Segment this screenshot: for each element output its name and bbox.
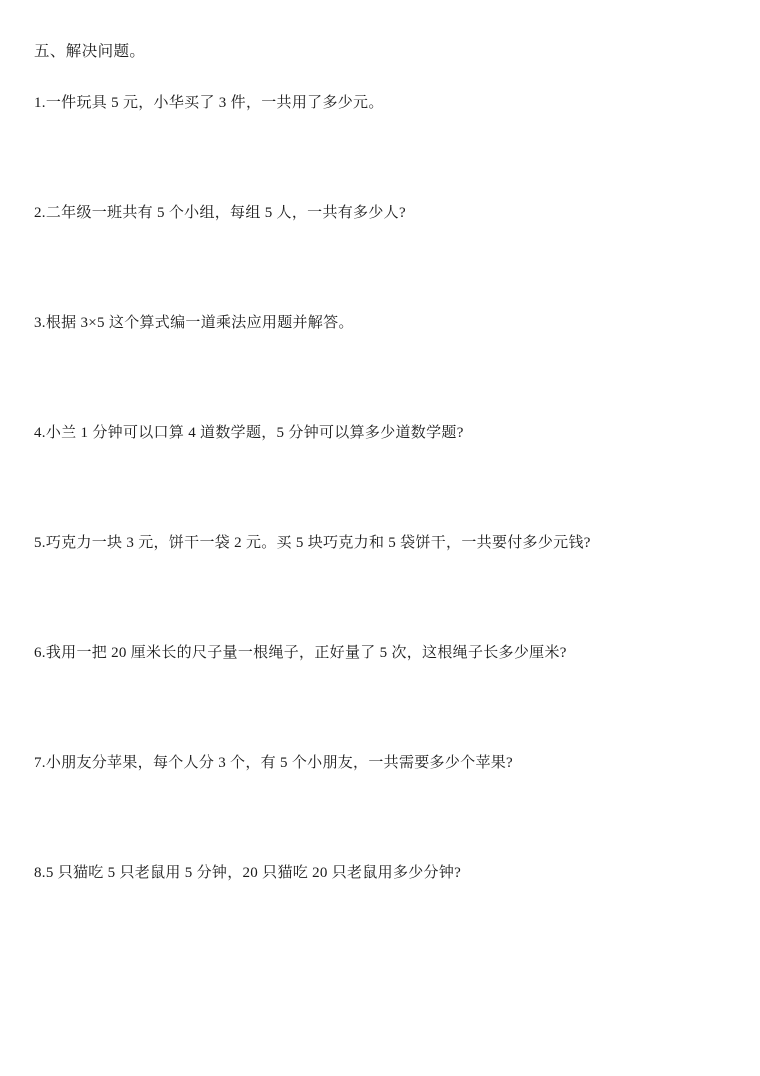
question-item	[34, 531, 734, 641]
section-heading: 五、解决问题。	[34, 43, 146, 60]
question-text: 7.小朋友分苹果，每个人分 3 个，有 5 个小朋友，一共需要多少个苹果?	[34, 755, 514, 772]
question-item	[34, 421, 734, 531]
question-item	[34, 91, 734, 201]
question-text: 6.我用一把 20 厘米长的尺子量一根绳子，正好量了 5 次，这根绳子长多少厘米?	[34, 645, 567, 662]
question-text: 8.5 只猫吃 5 只老鼠用 5 分钟，20 只猫吃 20 只老鼠用多少分钟?	[34, 865, 462, 882]
question-item	[34, 751, 734, 861]
question-item	[34, 861, 734, 885]
question-text: 2.二年级一班共有 5 个小组，每组 5 人，一共有多少人?	[34, 205, 406, 222]
question-text: 3.根据 3×5 这个算式编一道乘法应用题并解答。	[34, 315, 354, 332]
worksheet-content	[34, 40, 734, 885]
question-text: 1.一件玩具 5 元，小华买了 3 件，一共用了多少元。	[34, 95, 384, 112]
question-item	[34, 311, 734, 421]
question-text: 5.巧克力一块 3 元，饼干一袋 2 元。买 5 块巧克力和 5 袋饼干，一共要付多少元钱?	[34, 535, 591, 552]
question-item	[34, 201, 734, 311]
question-item	[34, 641, 734, 751]
question-text: 4.小兰 1 分钟可以口算 4 道数学题，5 分钟可以算多少道数学题?	[34, 425, 464, 442]
